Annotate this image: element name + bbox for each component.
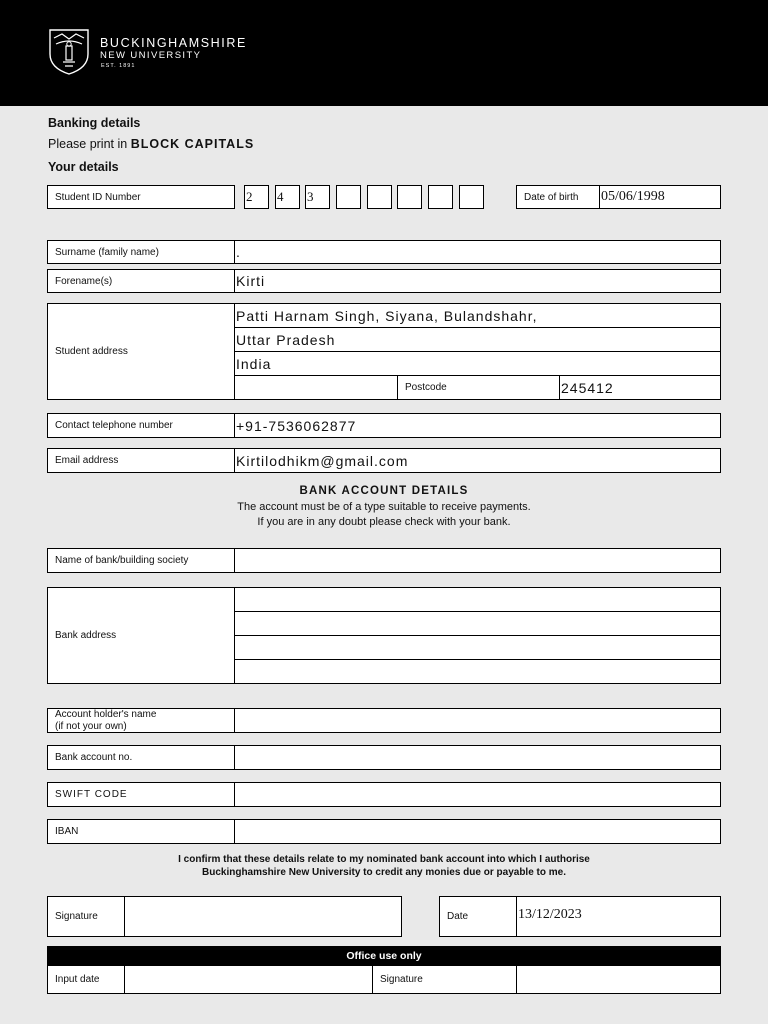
confirmation-line-1: I confirm that these details relate to my nominated bank account into which I authorise bbox=[178, 854, 590, 865]
date-of-birth-label: Date of birth bbox=[516, 185, 600, 209]
bank-note-line-1: The account must be of a type suitable to receive payments. bbox=[237, 501, 531, 513]
surname-label: Surname (family name) bbox=[47, 240, 235, 264]
date-label: Date bbox=[439, 896, 517, 937]
swift-code-label: SWIFT CODE bbox=[47, 782, 235, 807]
established-year: EST. 1891 bbox=[101, 63, 136, 69]
bank-details-heading: BANK ACCOUNT DETAILS bbox=[299, 485, 469, 497]
email-label: Email address bbox=[47, 448, 235, 473]
account-holder-label-line-1: Account holder's name bbox=[55, 709, 157, 720]
bank-note-line-2: If you are in any doubt please check with your bank. bbox=[257, 516, 511, 528]
address-line-3-field[interactable]: India bbox=[234, 351, 721, 376]
student-id-digit-7[interactable] bbox=[428, 185, 453, 209]
bank-name-field[interactable] bbox=[234, 548, 721, 573]
office-signature-label: Signature bbox=[372, 965, 517, 994]
surname-field[interactable]: . bbox=[234, 240, 721, 264]
iban-field[interactable] bbox=[234, 819, 721, 844]
office-signature-field[interactable] bbox=[516, 965, 721, 994]
student-id-digit-2[interactable]: 4 bbox=[275, 185, 300, 209]
email-field[interactable]: Kirtilodhikm@gmail.com bbox=[234, 448, 721, 473]
student-id-digit-4[interactable] bbox=[336, 185, 361, 209]
address-line-4-field[interactable] bbox=[234, 375, 398, 400]
student-id-digit-1[interactable]: 2 bbox=[244, 185, 269, 209]
input-date-field[interactable] bbox=[124, 965, 373, 994]
your-details-heading: Your details bbox=[48, 160, 119, 174]
date-of-birth-field[interactable]: 05/06/1998 bbox=[599, 185, 721, 209]
account-holder-field[interactable] bbox=[234, 708, 721, 733]
bank-name-label: Name of bank/building society bbox=[47, 548, 235, 573]
signature-field[interactable] bbox=[124, 896, 402, 937]
postcode-field[interactable]: 245412 bbox=[559, 375, 721, 400]
account-holder-label-line-2: (if not your own) bbox=[55, 721, 127, 732]
date-field[interactable]: 13/12/2023 bbox=[516, 896, 721, 937]
iban-label: IBAN bbox=[47, 819, 235, 844]
student-id-digit-3[interactable]: 3 bbox=[305, 185, 330, 209]
phone-label: Contact telephone number bbox=[47, 413, 235, 438]
forename-label: Forename(s) bbox=[47, 269, 235, 293]
print-instruction-prefix: Please print in bbox=[48, 137, 131, 151]
bank-address-line-1-field[interactable] bbox=[234, 587, 721, 612]
bank-account-number-label: Bank account no. bbox=[47, 745, 235, 770]
input-date-label: Input date bbox=[47, 965, 125, 994]
bank-account-number-field[interactable] bbox=[234, 745, 721, 770]
postcode-label: Postcode bbox=[397, 375, 560, 400]
forename-field[interactable]: Kirti bbox=[234, 269, 721, 293]
student-id-digit-8[interactable] bbox=[459, 185, 484, 209]
swift-code-field[interactable] bbox=[234, 782, 721, 807]
student-id-digit-5[interactable] bbox=[367, 185, 392, 209]
office-use-bar: Office use only bbox=[47, 946, 721, 966]
block-capitals-text: BLOCK CAPITALS bbox=[130, 137, 255, 151]
bank-address-label: Bank address bbox=[47, 587, 235, 684]
section-title: Banking details bbox=[48, 116, 141, 130]
confirmation-line-2: Buckinghamshire New University to credit any monies due or payable to me. bbox=[202, 867, 566, 878]
bank-address-line-3-field[interactable] bbox=[234, 635, 721, 660]
address-line-1-field[interactable]: Patti Harnam Singh, Siyana, Bulandshahr, bbox=[234, 303, 721, 328]
signature-label: Signature bbox=[47, 896, 125, 937]
print-instruction bbox=[48, 137, 254, 151]
bank-address-line-4-field[interactable] bbox=[234, 659, 721, 684]
account-holder-label bbox=[47, 708, 235, 733]
phone-field[interactable]: +91-7536062877 bbox=[234, 413, 721, 438]
crest-logo-icon bbox=[48, 28, 90, 76]
university-name: BUCKINGHAMSHIRE bbox=[100, 36, 247, 50]
address-line-2-field[interactable]: Uttar Pradesh bbox=[234, 327, 721, 352]
bank-address-line-2-field[interactable] bbox=[234, 611, 721, 636]
student-id-label: Student ID Number bbox=[47, 185, 235, 209]
university-sub-name: NEW UNIVERSITY bbox=[100, 50, 202, 61]
student-address-label: Student address bbox=[47, 303, 235, 400]
student-id-digit-6[interactable] bbox=[397, 185, 422, 209]
